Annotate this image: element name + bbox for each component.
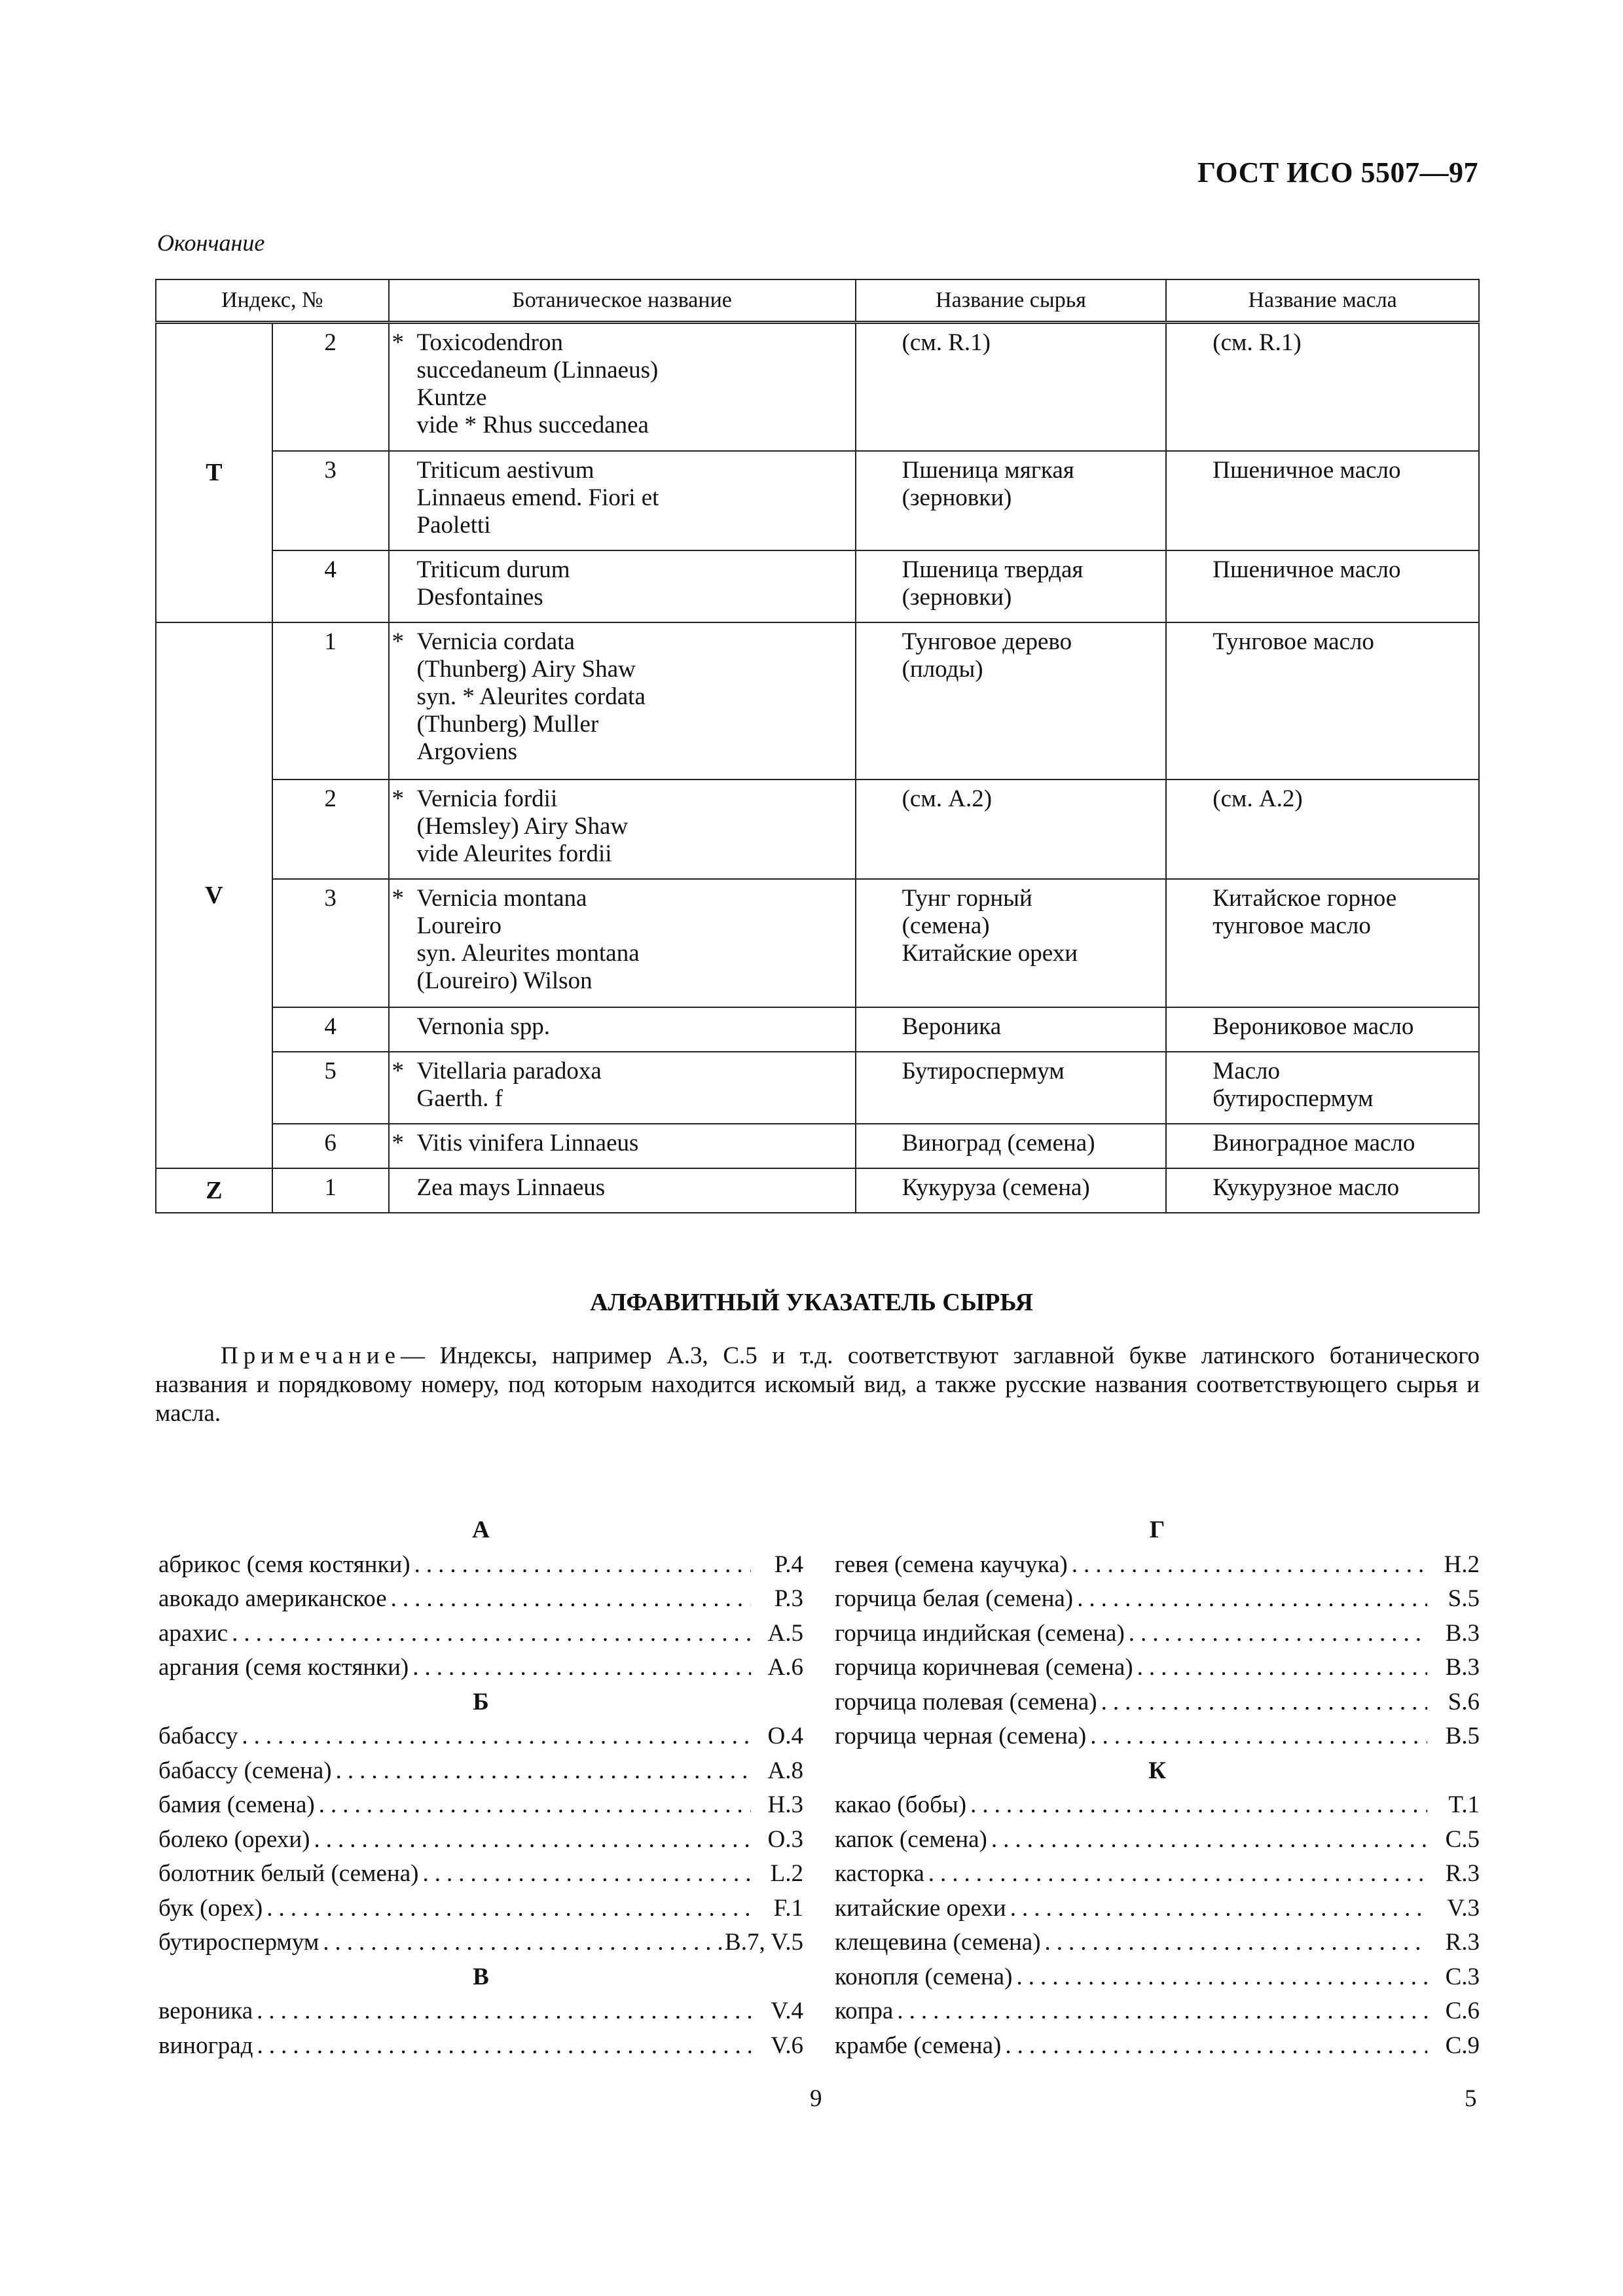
index-entry-name: виноград — [158, 2032, 253, 2059]
table-body — [156, 323, 1479, 1213]
botanical-name-line: Vernicia montana — [416, 884, 587, 912]
table-row — [156, 1007, 1479, 1052]
botanical-name-line: Vernicia cordata — [416, 628, 575, 655]
table-row — [156, 879, 1479, 1007]
leader-dots — [1090, 1719, 1427, 1754]
group-letter: Z — [156, 1168, 272, 1213]
index-entry-name: болотник белый (семена) — [158, 1860, 419, 1887]
botanical-name-cell — [389, 451, 856, 550]
index-entry-name: бук (орех) — [158, 1894, 263, 1922]
row-number: 4 — [272, 1007, 389, 1052]
index-entry — [158, 1548, 803, 1583]
index-entry — [835, 1719, 1480, 1754]
oil-name-line: (см. A.2) — [1213, 785, 1303, 812]
index-letter-heading: Б — [473, 1688, 489, 1715]
oil-name-line: Масло — [1213, 1057, 1280, 1085]
index-entry-ref: C.5 — [1445, 1825, 1480, 1853]
index-entry-name: горчица коричневая (семена) — [835, 1654, 1133, 1681]
oil-name-cell — [1166, 323, 1479, 451]
leader-dots — [336, 1754, 751, 1789]
oil-name-line: Пшеничное масло — [1213, 556, 1401, 583]
raw-material-line: Вероника — [902, 1013, 1002, 1040]
oil-name-line: Кукурузное масло — [1213, 1174, 1400, 1201]
leader-dots — [897, 1994, 1427, 2029]
table-row — [156, 451, 1479, 550]
raw-material-cell — [856, 1168, 1167, 1213]
botanical-name-line: vide * Rhus succedanea — [416, 412, 649, 439]
index-entry-ref: H.3 — [767, 1791, 803, 1818]
botanical-name-line: succedaneum (Linnaeus) — [416, 357, 659, 384]
row-number: 3 — [272, 879, 389, 1007]
index-entry — [158, 2029, 803, 2064]
oil-name-cell — [1166, 550, 1479, 622]
raw-material-line: (см. A.2) — [902, 785, 993, 812]
index-entry-ref: A.8 — [767, 1757, 803, 1784]
botanical-name-line: Vitis vinifera Linnaeus — [416, 1129, 639, 1157]
index-entry-ref: B.5 — [1445, 1723, 1480, 1749]
botanical-name-cell — [389, 550, 856, 622]
oil-name-line: (см. R.1) — [1213, 329, 1302, 356]
index-entry — [158, 1926, 803, 1960]
asterisk-mark: * — [392, 329, 405, 356]
asterisk-mark: * — [392, 884, 405, 912]
row-number: 5 — [272, 1052, 389, 1124]
leader-dots — [1005, 2029, 1427, 2064]
index-entry — [835, 2029, 1480, 2064]
leader-dots — [257, 2029, 752, 2064]
leader-dots — [1137, 1651, 1427, 1685]
index-entry-ref: V.6 — [771, 2032, 803, 2059]
leader-dots — [319, 1788, 751, 1823]
row-number: 1 — [272, 1168, 389, 1213]
oil-name-cell — [1166, 879, 1479, 1007]
index-entry-name: горчица полевая (семена) — [835, 1688, 1097, 1715]
raw-material-cell — [856, 550, 1167, 622]
asterisk-mark: * — [392, 1057, 405, 1085]
botanical-name-cell — [389, 879, 856, 1007]
index-entry — [158, 1719, 803, 1754]
index-entry-name: абрикос (семя костянки) — [158, 1551, 410, 1578]
index-entry-name: болеко (орехи) — [158, 1825, 310, 1853]
index-entry-name: горчица индийская (семена) — [835, 1619, 1125, 1647]
raw-material-line: Тунговое дерево — [902, 628, 1072, 655]
table-row — [156, 1124, 1479, 1168]
index-entry-ref: F.1 — [773, 1894, 803, 1922]
group-letter: V — [156, 622, 272, 1168]
index-entry-ref: C.6 — [1445, 1998, 1480, 2024]
index-entry-ref: A.6 — [767, 1654, 803, 1681]
header-oil: Название масла — [1166, 279, 1479, 323]
oil-name-line: тунговое масло — [1213, 912, 1371, 939]
raw-material-cell — [856, 323, 1167, 451]
leader-dots — [422, 1857, 751, 1892]
botanical-name-cell — [389, 780, 856, 879]
raw-material-line: (плоды) — [902, 655, 983, 683]
botanical-name-line: Triticum aestivum — [416, 456, 594, 484]
header-raw: Название сырья — [856, 279, 1167, 323]
index-entry — [158, 1857, 803, 1892]
index-entry-name: клещевина (семена) — [835, 1929, 1041, 1956]
index-entry — [835, 1651, 1480, 1685]
botanical-name-cell — [389, 622, 856, 780]
botanical-name-cell — [389, 1052, 856, 1124]
leader-dots — [232, 1617, 751, 1651]
row-number: 2 — [272, 780, 389, 879]
index-entry — [835, 1994, 1480, 2029]
document-code: ГОСТ ИСО 5507—97 — [1197, 156, 1478, 188]
index-title: АЛФАВИТНЫЙ УКАЗАТЕЛЬ СЫРЬЯ — [590, 1289, 1033, 1316]
botanical-name-line: Toxicodendron — [416, 329, 563, 356]
index-entry — [158, 1823, 803, 1857]
raw-material-line: (см. R.1) — [902, 329, 991, 356]
oil-name-cell — [1166, 1007, 1479, 1052]
index-column-right — [835, 1513, 1480, 2063]
botanical-name-line: Linnaeus emend. Fiori et — [416, 484, 659, 511]
botanical-name-line: Vernicia fordii — [416, 785, 558, 812]
table-row — [156, 780, 1479, 879]
botanical-name-line: syn. Aleurites montana — [416, 939, 640, 967]
botanical-name-cell — [389, 323, 856, 451]
leader-dots — [414, 1548, 751, 1583]
index-entry-ref: C.3 — [1445, 1963, 1480, 1990]
index-entry-name: арахис — [158, 1619, 228, 1647]
leader-dots — [991, 1823, 1427, 1857]
header-index: Индекс, № — [156, 279, 389, 323]
index-entry-ref: S.5 — [1448, 1585, 1480, 1612]
raw-material-cell — [856, 780, 1167, 879]
index-entry — [835, 1582, 1480, 1617]
oil-name-line: Пшеничное масло — [1213, 456, 1401, 484]
index-entry-ref: R.3 — [1445, 1929, 1480, 1956]
botanical-name-line: (Thunberg) Airy Shaw — [416, 655, 636, 683]
note-text: — Индексы, например А.3, С.5 и т.д. соответствуют заглавной букве латинского ботанического названия и порядковому номеру, под которым находится искомый вид, а также русские названия соответствующего сырья и масла. — [155, 1342, 1480, 1427]
leader-dots — [391, 1582, 751, 1617]
raw-material-line: Бутироспермум — [902, 1057, 1065, 1085]
index-entry — [158, 1994, 803, 2029]
asterisk-mark: * — [392, 628, 405, 655]
index-entry-name: касторка — [835, 1860, 924, 1887]
botanical-name-line: Vitellaria paradoxa — [416, 1057, 602, 1085]
index-note — [155, 1342, 1480, 1428]
index-entry-name: аргания (семя костянки) — [158, 1654, 409, 1681]
index-entry — [835, 1548, 1480, 1583]
botanical-name-line: Loureiro — [416, 912, 501, 939]
index-entry — [158, 1617, 803, 1651]
leader-dots — [257, 1994, 751, 2029]
raw-material-cell — [856, 879, 1167, 1007]
index-entry — [835, 1892, 1480, 1926]
oil-name-line: Верониковое масло — [1213, 1013, 1414, 1040]
leader-dots — [1045, 1926, 1427, 1960]
leader-dots — [242, 1719, 751, 1754]
raw-material-cell — [856, 451, 1167, 550]
index-entry-name: гевея (семена каучука) — [835, 1551, 1068, 1578]
botanical-name-line: Paoletti — [416, 511, 491, 539]
oil-name-line: Виноградное масло — [1213, 1129, 1415, 1157]
oil-name-line: Тунговое масло — [1213, 628, 1374, 655]
raw-material-cell — [856, 622, 1167, 780]
oil-name-cell — [1166, 622, 1479, 780]
leader-dots — [323, 1926, 725, 1960]
leader-dots — [1129, 1617, 1427, 1651]
index-entry-ref: V.4 — [771, 1998, 803, 2024]
index-entry-ref: R.3 — [1445, 1860, 1480, 1887]
index-entry-ref: T.1 — [1448, 1791, 1480, 1818]
botanical-name-line: Desfontaines — [416, 583, 543, 611]
raw-material-cell — [856, 1124, 1167, 1168]
index-entry — [158, 1651, 803, 1685]
index-entry-name: какао (бобы) — [835, 1791, 967, 1818]
index-entry — [835, 1926, 1480, 1960]
row-number: 4 — [272, 550, 389, 622]
botanical-name-line: (Thunberg) Muller — [416, 710, 599, 738]
index-entry-ref: L.2 — [770, 1860, 803, 1887]
header-botanical: Ботаническое название — [389, 279, 856, 323]
index-entry — [158, 1582, 803, 1617]
botanical-name-line: Argoviens — [416, 738, 517, 765]
index-entry — [835, 1823, 1480, 1857]
leader-dots — [1077, 1582, 1427, 1617]
index-entry-ref: H.2 — [1444, 1551, 1480, 1578]
oil-name-cell — [1166, 1168, 1479, 1213]
index-entry-name: горчица черная (семена) — [835, 1723, 1087, 1749]
botanical-table — [155, 279, 1480, 1213]
index-entry — [835, 1685, 1480, 1720]
index-entry-name: бабассу — [158, 1723, 238, 1749]
index-entry-name: крамбе (семена) — [835, 2032, 1002, 2059]
index-letter-heading: А — [472, 1516, 490, 1543]
leader-dots — [266, 1892, 751, 1926]
index-entry-ref: B.7, V.5 — [725, 1929, 803, 1956]
index-entry-ref: P.3 — [774, 1585, 803, 1612]
row-number: 6 — [272, 1124, 389, 1168]
table-row — [156, 550, 1479, 622]
oil-name-line: бутироспермум — [1213, 1085, 1374, 1112]
index-entry-ref: B.3 — [1445, 1654, 1480, 1681]
index-entry-ref: O.4 — [767, 1723, 803, 1749]
raw-material-line: Виноград (семена) — [902, 1129, 1095, 1157]
botanical-name-line: Gaerth. f — [416, 1085, 503, 1112]
index-entry — [835, 1788, 1480, 1823]
index-column-left — [158, 1513, 803, 2063]
index-entry-name: капок (семена) — [835, 1825, 987, 1853]
leader-dots — [928, 1857, 1427, 1892]
oil-name-cell — [1166, 1052, 1479, 1124]
asterisk-mark: * — [392, 785, 405, 812]
botanical-name-cell — [389, 1168, 856, 1213]
table-row — [156, 323, 1479, 451]
asterisk-mark: * — [392, 1129, 405, 1157]
leader-dots — [1101, 1685, 1427, 1720]
index-entry — [158, 1788, 803, 1823]
page-number-left: 9 — [810, 2085, 822, 2112]
index-letter-heading: Г — [1149, 1516, 1165, 1543]
raw-material-cell — [856, 1007, 1167, 1052]
index-entry-name: бамия (семена) — [158, 1791, 315, 1818]
index-entry-name: бутироспермум — [158, 1929, 319, 1956]
group-letter: T — [156, 323, 272, 622]
index-entry-name: конопля (семена) — [835, 1963, 1013, 1990]
index-entry-ref: P.4 — [774, 1551, 803, 1578]
index-entry-name: авокадо американское — [158, 1585, 387, 1612]
raw-material-cell — [856, 1052, 1167, 1124]
table-row — [156, 622, 1479, 780]
index-entry — [835, 1960, 1480, 1995]
row-number: 1 — [272, 622, 389, 780]
index-entry-ref: O.3 — [767, 1825, 803, 1853]
botanical-name-line: Vernonia spp. — [416, 1013, 550, 1040]
index-entry — [158, 1754, 803, 1789]
row-number: 3 — [272, 451, 389, 550]
raw-material-line: Пшеница твердая — [902, 556, 1084, 583]
botanical-name-line: vide Aleurites fordii — [416, 840, 612, 867]
index-entry-name: бабассу (семена) — [158, 1757, 332, 1784]
table-continuation-label: Окончание — [157, 230, 265, 256]
leader-dots — [314, 1823, 751, 1857]
raw-material-line: (семена) — [902, 912, 990, 939]
index-entry-ref: A.5 — [767, 1619, 803, 1647]
row-number: 2 — [272, 323, 389, 451]
index-letter-heading: В — [473, 1963, 489, 1990]
raw-material-line: Кукуруза (семена) — [902, 1174, 1090, 1201]
botanical-name-line: (Hemsley) Airy Shaw — [416, 812, 629, 840]
leader-dots — [1072, 1548, 1427, 1583]
raw-material-line: Китайские орехи — [902, 939, 1078, 967]
leader-dots — [1010, 1892, 1427, 1926]
index-entry-name: вероника — [158, 1998, 253, 2024]
botanical-name-line: Triticum durum — [416, 556, 570, 583]
botanical-name-line: (Loureiro) Wilson — [416, 967, 593, 994]
raw-material-line: (зерновки) — [902, 484, 1012, 511]
index-entry-ref: C.9 — [1445, 2032, 1480, 2059]
index-letter-heading: К — [1148, 1757, 1166, 1784]
botanical-name-line: Kuntze — [416, 384, 487, 411]
index-entry-name: китайские орехи — [835, 1894, 1006, 1922]
index-entry-ref: B.3 — [1445, 1619, 1480, 1647]
leader-dots — [1016, 1960, 1427, 1995]
index-entry-name: копра — [835, 1998, 894, 2024]
raw-material-line: Пшеница мягкая — [902, 456, 1074, 484]
oil-name-cell — [1166, 451, 1479, 550]
botanical-name-cell — [389, 1124, 856, 1168]
botanical-name-line: Zea mays Linnaeus — [416, 1174, 606, 1201]
page-number-right: 5 — [1465, 2085, 1477, 2112]
botanical-name-line: syn. * Aleurites cordata — [416, 683, 646, 710]
raw-material-line: (зерновки) — [902, 583, 1012, 611]
note-label: Примечание — [221, 1342, 401, 1369]
raw-material-line: Тунг горный — [902, 884, 1032, 912]
oil-name-line: Китайское горное — [1213, 884, 1397, 912]
botanical-name-cell — [389, 1007, 856, 1052]
index-entry — [835, 1617, 1480, 1651]
index-entry-ref: S.6 — [1448, 1688, 1480, 1715]
oil-name-cell — [1166, 780, 1479, 879]
leader-dots — [970, 1788, 1427, 1823]
leader-dots — [412, 1651, 751, 1685]
index-entry — [158, 1892, 803, 1926]
index-entry-name: горчица белая (семена) — [835, 1585, 1074, 1612]
index-entry — [835, 1857, 1480, 1892]
table-row — [156, 1052, 1479, 1124]
index-entry-ref: V.3 — [1447, 1894, 1480, 1922]
table-header-row — [156, 279, 1479, 323]
oil-name-cell — [1166, 1124, 1479, 1168]
table-row — [156, 1168, 1479, 1213]
